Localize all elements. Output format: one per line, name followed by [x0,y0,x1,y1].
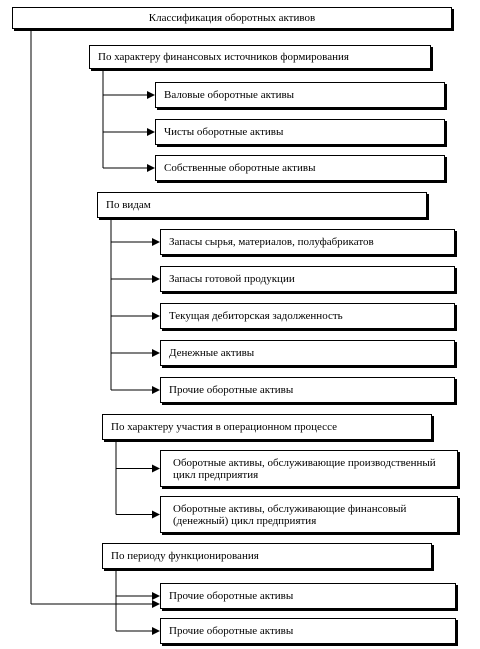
root-label: Классификация оборотных активов [148,12,316,24]
group-box-operational-participation [102,414,432,440]
group-label: По видам [106,199,151,211]
item-box [160,377,455,403]
item-label: Оборотные активы, обслуживающие финансовый (денежный) цикл предприятия [173,502,407,527]
item-box [155,155,445,181]
item-box [160,229,455,255]
item-label: Собственные оборотные активы [164,162,316,174]
connector-lines [12,18,159,631]
item-box [160,303,455,329]
group-box-by-type [97,192,427,218]
item-label: Запасы готовой продукции [169,273,295,285]
item-box [160,266,455,292]
item-label: Прочие оборотные активы [169,384,294,396]
group-label: По характеру финансовых источников формирования [98,51,349,63]
item-label: Прочие оборотные активы [169,625,294,637]
item-label: Чисты оборотные активы [164,126,284,138]
item-box [160,340,455,366]
group-box-financing-sources [89,45,431,69]
item-label: Денежные активы [169,347,255,359]
group-box-functioning-period [102,543,432,569]
item-box [160,618,456,644]
item-label: Оборотные активы, обслуживающие производственный цикл предприятия [173,456,436,481]
group-label: По характеру участия в операционном процессе [111,421,337,433]
item-box [160,450,458,487]
item-label: Текущая дебиторская задолженность [169,310,343,322]
item-label: Валовые оборотные активы [164,89,295,101]
item-box [160,496,458,533]
item-label: Запасы сырья, материалов, полуфабрикатов [169,236,374,248]
item-box [155,119,445,145]
root-classification-box [12,7,452,29]
group-label: По периоду функционирования [111,550,259,562]
item-label: Прочие оборотные активы [169,590,294,602]
item-box [160,583,456,609]
item-box [155,82,445,108]
